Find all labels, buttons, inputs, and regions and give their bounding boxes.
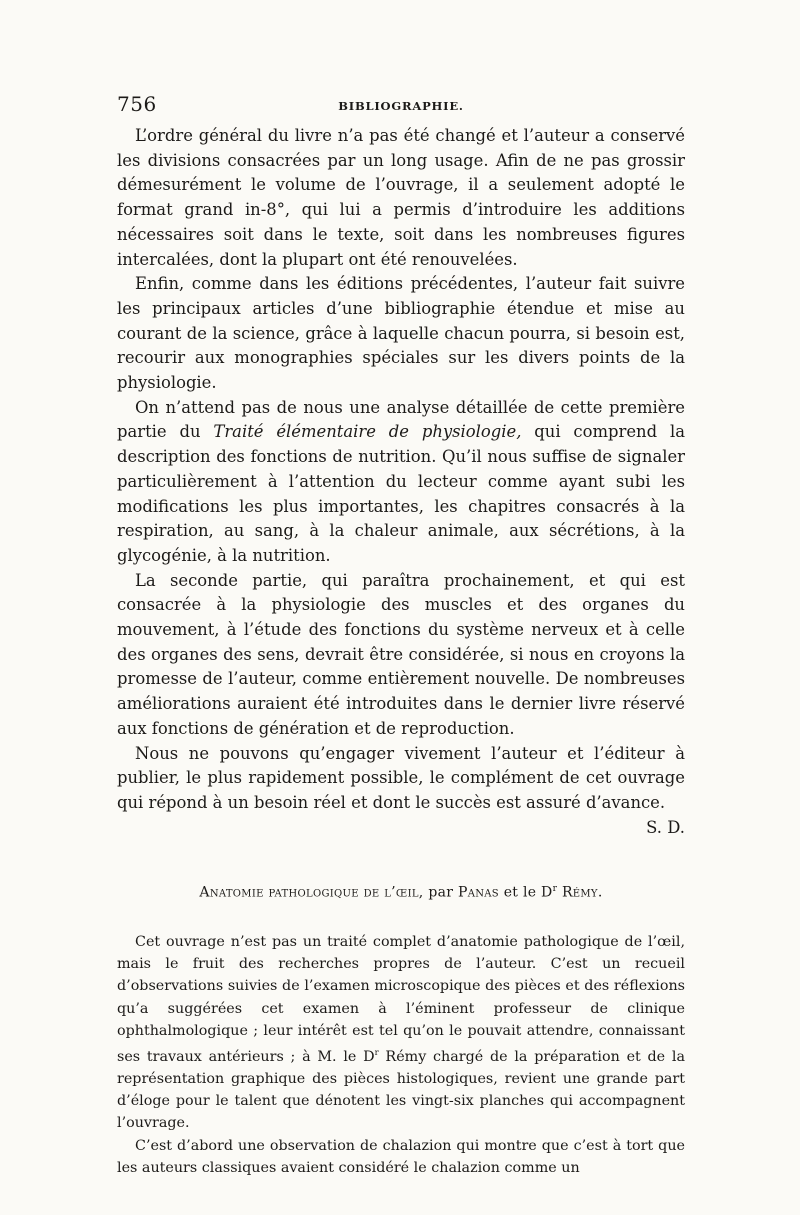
superscript: r	[552, 884, 558, 895]
book-title: Anatomie pathologique de l’œil,	[199, 885, 424, 902]
paragraph	[117, 396, 685, 569]
author-name: Rémy.	[557, 885, 603, 902]
review-body	[117, 124, 685, 840]
paragraph	[117, 931, 685, 1135]
running-head: BIBLIOGRAPHIE.	[338, 99, 464, 113]
page-number: 756	[117, 92, 157, 116]
paragraph: La seconde partie, qui paraîtra prochainement, et qui est consacrée à la physiologie des muscles et des organes du mouvement, à l’étude des fonctions du système nerveux et à celle des organes des sens, devrait être considérée, si nous en croyons la promesse de l’auteur, comme entièrement nouvelle. De nombreuses améliorations auraient été introduites dans le dernier livre réservé aux fonctions de génération et de reproduction.	[117, 570, 685, 738]
paragraph-text: Cet ouvrage n’est pas un traité complet d’anatomie pathologique de l’œil, mais le fruit des recherches propres de l’auteur. C’est un recueil d’observations suivies de l’examen microscopique des pièces et des réflexions qu’a suggérées cet examen à l’éminent professeur de clinique ophthalmologique ; leur intérêt est tel qu’on le pouvait attendre, connaissant ses travaux antérieurs ; à M. le D	[117, 934, 685, 1065]
book-title: Traité élémentaire de physiologie,	[213, 422, 522, 442]
paragraph-text: Rémy chargé de la préparation et de la représentation graphique des pièces histologiques, revient une grande part d’éloge pour le talent que dénotent les vingt-six planches qui accompagnent l’ouvrage.	[117, 1048, 685, 1132]
paragraph: L’ordre général du livre n’a pas été changé et l’auteur a conservé les divisions consacrées par un long usage. Afin de ne pas grossir démesurément le volume de l’ouvrage, il a seulement adopté le format grand in-8°, qui lui a permis d’introduire les additions nécessaires soit dans le texte, soit dans les nombreuses figures intercalées, dont la plupart ont été renouvelées.	[117, 126, 685, 269]
section-title	[117, 884, 685, 901]
paragraph	[117, 742, 685, 837]
paragraph: C’est d’abord une observation de chalazion qui montre que c’est à tort que les auteurs classiques avaient considéré le chalazion comme un	[117, 1137, 685, 1176]
paragraph-text: On n’attend pas de nous une analyse détaillée de cette première partie du	[117, 397, 685, 442]
paragraph-text: Nous ne pouvons qu’engager vivement l’auteur et l’éditeur à publier, le plus rapidement possible, le complément de cet ouvrage qui répond à un besoin réel et dont le succès est assuré d’avance.	[117, 743, 685, 812]
paragraph: Enfin, comme dans les éditions précédentes, l’auteur fait suivre les principaux articles d’une bibliographie étendue et mise au courant de la science, grâce à laquelle chacun pourra, si besoin est, recourir aux monographies spéciales sur les divers points de la physiologie.	[117, 274, 685, 393]
title-connector: par	[423, 885, 458, 902]
superscript: r	[374, 1048, 379, 1059]
signature: S. D.	[646, 817, 685, 837]
paragraph-text: qui comprend la description des fonctions de nutrition. Qu’il nous suffise de signaler particulièrement à l’attention du lecteur comme ayant subi les modifications les plus importantes, les chapitres consacrés à la respiration, au sang, à la chaleur animale, aux sécrétions, à la glycogénie, à la nutrition.	[117, 422, 685, 565]
review-body-small	[117, 931, 685, 1179]
page	[117, 92, 685, 1179]
author-name: Panas	[457, 885, 499, 902]
page-header	[117, 92, 685, 124]
title-connector: et le D	[498, 885, 553, 902]
